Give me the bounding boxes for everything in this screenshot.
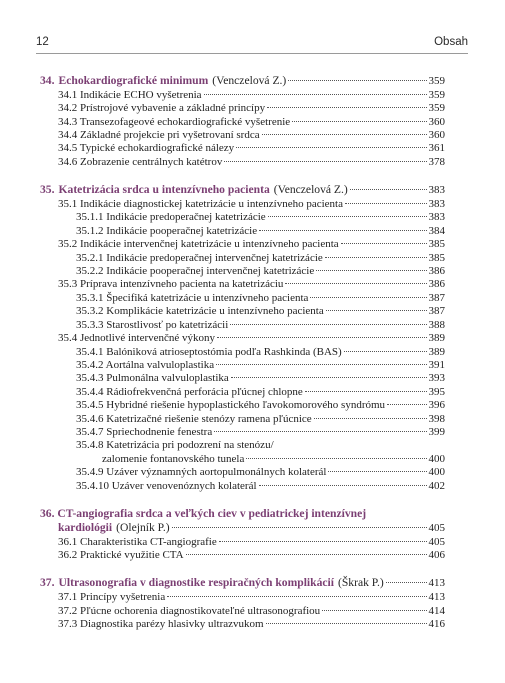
page-ref: 391	[428, 358, 445, 371]
table-of-contents	[40, 74, 445, 631]
toc-entry-label: 37.1 Princípy vyšetrenia	[58, 591, 166, 604]
toc-entry-label: 36.2 Praktické využitie CTA	[58, 548, 184, 561]
toc-entry[interactable]	[40, 156, 445, 169]
dot-leader	[186, 554, 427, 555]
toc-entry-label: 35.3 Príprava intenzívneho pacienta na katetrizáciu	[58, 278, 284, 291]
toc-entry-label: 34.4 Základné projekcie pri vyšetrovaní srdca	[58, 129, 260, 142]
chapter-35-heading[interactable]	[40, 183, 445, 198]
chapter-author: (Venczelová Z.)	[273, 183, 348, 197]
header-rule	[36, 53, 468, 54]
dot-leader	[341, 243, 427, 244]
toc-subentry[interactable]	[40, 265, 445, 278]
toc-subentry[interactable]	[40, 225, 445, 238]
page-ref: 385	[428, 251, 445, 264]
chapter-author: (Venczelová Z.)	[212, 74, 287, 87]
toc-entry-label: 36.1 Charakteristika CT-angiografie	[58, 535, 217, 548]
chapter-title-cont: kardiológii	[58, 520, 113, 534]
toc-entry[interactable]	[40, 238, 445, 251]
dot-leader	[310, 297, 426, 298]
toc-entry-label: 34.3 Transezofageové echokardiografické vyšetrenie	[58, 115, 291, 128]
toc-subentry[interactable]	[40, 413, 445, 426]
page-ref: 359	[428, 75, 445, 87]
spacer	[40, 169, 445, 183]
chapter-number: 36.	[40, 506, 55, 520]
page-ref: 386	[428, 278, 445, 291]
toc-entry-label: 35.4.4 Rádiofrekvenčná perforácia pľúcnej chlopne	[76, 385, 303, 398]
page-ref: 378	[428, 155, 445, 168]
toc-entry-label: 34.2 Prístrojové vybavenie a základné princípy	[58, 102, 266, 115]
chapter-number: 37.	[40, 576, 55, 590]
toc-entry-label: 35.4.2 Aortálna valvuloplastika	[76, 358, 215, 371]
dot-leader	[266, 623, 427, 624]
dot-leader	[344, 351, 427, 352]
toc-entry[interactable]	[40, 116, 445, 129]
toc-entry-label: 35.4.5 Hybridné riešenie hypoplastického ľavokomorového syndrómu	[76, 399, 386, 412]
toc-entry-label: 37.3 Diagnostika parézy hlasivky ultrazvukom	[58, 617, 264, 630]
toc-subentry[interactable]	[40, 466, 445, 479]
toc-subentry-line2[interactable]	[40, 453, 445, 466]
chapter-title: Echokardiografické minimum	[58, 74, 209, 87]
chapter-number: 35.	[40, 183, 55, 197]
toc-entry[interactable]	[40, 102, 445, 115]
page-ref: 413	[428, 591, 445, 604]
toc-subentry[interactable]	[40, 211, 445, 224]
dot-leader	[259, 230, 426, 231]
chapter-36-heading-cont[interactable]	[40, 521, 445, 536]
page-ref: 400	[428, 466, 445, 479]
chapter-title: CT-angiografia srdca a veľkých ciev v pediatrickej intenzívnej	[57, 506, 367, 520]
dot-leader	[216, 364, 426, 365]
page-ref: 402	[428, 479, 445, 492]
dot-leader	[246, 458, 426, 459]
toc-entry[interactable]	[40, 536, 445, 549]
dot-leader	[345, 203, 427, 204]
chapter-title: Ultrasonografia v diagnostike respiračných komplikácií	[58, 576, 334, 590]
dot-leader	[262, 134, 427, 135]
page-ref: 389	[428, 332, 445, 345]
dot-leader	[314, 418, 427, 419]
dot-leader	[350, 189, 427, 190]
toc-subentry[interactable]	[40, 305, 445, 318]
dot-leader	[325, 257, 427, 258]
page-ref: 387	[428, 291, 445, 304]
page-ref: 384	[428, 224, 445, 237]
spacer	[40, 562, 445, 576]
toc-subentry[interactable]	[40, 359, 445, 372]
toc-subentry[interactable]	[40, 399, 445, 412]
dot-leader	[387, 404, 426, 405]
page-ref: 383	[428, 198, 445, 211]
toc-entry-label: zalomenie fontanovského tunela	[102, 452, 245, 465]
chapter-number: 34.	[40, 74, 55, 87]
toc-subentry[interactable]	[40, 319, 445, 332]
page-number: 12	[36, 36, 49, 48]
dot-leader	[224, 161, 426, 162]
toc-subentry[interactable]	[40, 252, 445, 265]
toc-entry-label: 35.2.1 Indikácie predoperačnej intervenčnej katetrizácie	[76, 251, 323, 264]
toc-entry[interactable]	[40, 129, 445, 142]
chapter-author: (Olejník P.)	[116, 520, 170, 534]
dot-leader	[267, 107, 426, 108]
page-ref: 395	[428, 385, 445, 398]
page-ref: 359	[428, 102, 445, 115]
toc-entry-label: 35.2 Indikácie intervenčnej katetrizácie u intenzívneho pacienta	[58, 238, 339, 251]
page-ref: 359	[428, 88, 445, 101]
toc-subentry[interactable]	[40, 372, 445, 385]
running-header	[36, 36, 468, 52]
page-ref: 399	[428, 425, 445, 438]
toc-subentry-line1[interactable]: 35.4.8 Katetrizácia pri podozrení na stenózu/	[76, 439, 274, 452]
toc-entry-label: 35.4.1 Balóniková atrioseptostómia podľa Rashkinda (BAS)	[76, 345, 342, 358]
dot-leader	[328, 471, 426, 472]
toc-entry-label: 35.4.10 Uzáver venovenóznych kolaterál	[76, 479, 257, 492]
chapter-34-heading[interactable]	[40, 74, 445, 89]
toc-entry-label: 35.1 Indikácie diagnostickej katetrizácie u intenzívneho pacienta	[58, 198, 343, 211]
page-ref: 388	[428, 318, 445, 331]
dot-leader	[322, 610, 426, 611]
page-ref: 383	[428, 211, 445, 224]
page-ref: 393	[428, 372, 445, 385]
chapter-37-heading[interactable]	[40, 576, 445, 591]
toc-entry[interactable]	[40, 591, 445, 604]
page-ref: 416	[428, 617, 445, 630]
page-ref: 387	[428, 305, 445, 318]
dot-leader	[316, 270, 426, 271]
toc-entry-label: 37.2 Pľúcne ochorenia diagnostikovateľné ultrasonografiou	[58, 604, 321, 617]
section-title: Obsah	[434, 36, 468, 48]
dot-leader	[230, 324, 426, 325]
toc-entry-label: 35.3.2 Komplikácie katetrizácie u intenzívneho pacienta	[76, 305, 324, 318]
page-ref: 389	[428, 345, 445, 358]
dot-leader	[204, 94, 427, 95]
page-ref: 360	[428, 129, 445, 142]
toc-entry-label: 35.2.2 Indikácie pooperačnej intervenčnej katetrizácie	[76, 265, 315, 278]
page-ref: 406	[428, 548, 445, 561]
toc-entry-label: 35.3.1 Špecifiká katetrizácie u intenzívneho pacienta	[76, 291, 309, 304]
toc-entry[interactable]	[40, 198, 445, 211]
toc-entry-label: 35.4.3 Pulmonálna valvuloplastika	[76, 372, 229, 385]
dot-leader	[167, 596, 426, 597]
page-ref: 386	[428, 265, 445, 278]
page-ref: 405	[428, 521, 445, 534]
dot-leader	[285, 283, 426, 284]
toc-subentry[interactable]	[40, 386, 445, 399]
page-ref: 396	[428, 399, 445, 412]
page-ref: 405	[428, 535, 445, 548]
dot-leader	[219, 541, 427, 542]
dot-leader	[305, 391, 427, 392]
page-ref: 361	[428, 142, 445, 155]
toc-entry-label: 35.4 Jednotlivé intervenčné výkony	[58, 332, 216, 345]
page-ref: 414	[428, 604, 445, 617]
chapter-title: Katetrizácia srdca u intenzívneho pacienta	[58, 183, 270, 197]
dot-leader	[259, 485, 427, 486]
page-ref: 385	[428, 238, 445, 251]
toc-subentry[interactable]	[40, 426, 445, 439]
toc-entry[interactable]	[40, 142, 445, 155]
chapter-author: (Škrak P.)	[337, 576, 384, 590]
toc-entry-label: 35.1.1 Indikácie predoperačnej katetrizácie	[76, 211, 266, 224]
toc-entry[interactable]	[40, 332, 445, 345]
toc-entry-label: 35.4.9 Uzáver významných aortopulmonálnych kolaterál	[76, 466, 327, 479]
toc-entry-label: 34.5 Typické echokardiografické nálezy	[58, 142, 235, 155]
chapter-36-heading[interactable]	[40, 507, 445, 521]
dot-leader	[214, 431, 426, 432]
toc-entry-label: 35.1.2 Indikácie pooperačnej katetrizácie	[76, 224, 258, 237]
toc-entry[interactable]	[40, 618, 445, 631]
toc-entry[interactable]	[40, 89, 445, 102]
page-ref: 360	[428, 115, 445, 128]
toc-entry[interactable]	[40, 605, 445, 618]
dot-leader	[231, 377, 427, 378]
toc-entry[interactable]	[40, 278, 445, 291]
dot-leader	[386, 582, 427, 583]
page-ref: 413	[428, 577, 445, 590]
spacer	[40, 493, 445, 507]
toc-entry-label: 35.4.7 Spriechodnenie fenestra	[76, 425, 213, 438]
toc-entry-label: 34.1 Indikácie ECHO vyšetrenia	[58, 88, 202, 101]
page-ref: 398	[428, 412, 445, 425]
toc-subentry[interactable]	[40, 480, 445, 493]
toc-entry-label: 35.3.3 Starostlivosť po katetrizácii	[76, 318, 229, 331]
toc-subentry[interactable]	[40, 292, 445, 305]
toc-subentry[interactable]	[40, 346, 445, 359]
dot-leader	[292, 121, 426, 122]
page-ref: 400	[428, 452, 445, 465]
toc-entry[interactable]	[40, 549, 445, 562]
dot-leader	[288, 80, 426, 81]
toc-entry-label: 34.6 Zobrazenie centrálnych katétrov	[58, 155, 223, 168]
toc-entry-label: 35.4.6 Katetrizačné riešenie stenózy ramena pľúcnice	[76, 412, 312, 425]
dot-leader	[326, 310, 427, 311]
dot-leader	[217, 337, 426, 338]
dot-leader	[236, 147, 426, 148]
dot-leader	[172, 527, 427, 528]
page-ref: 383	[428, 184, 445, 197]
dot-leader	[268, 216, 427, 217]
